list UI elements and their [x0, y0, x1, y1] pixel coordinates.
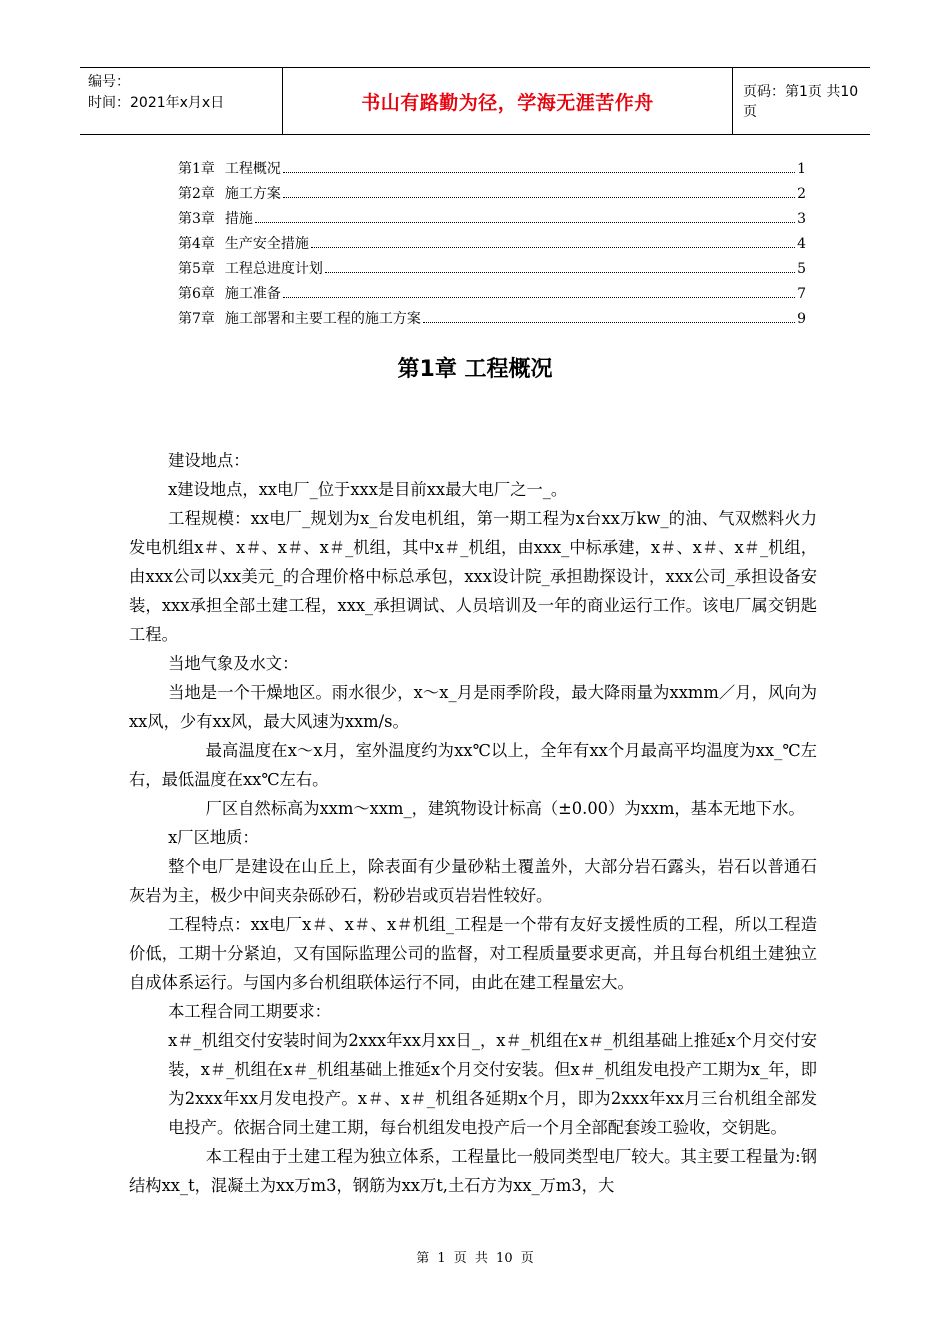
header-motto: 书山有路勤为径，学海无涯苦作舟 [283, 68, 733, 134]
toc-chapter: 第6章 [178, 286, 215, 302]
paragraph: 建设地点： [168, 451, 250, 470]
toc-page-number: 9 [797, 311, 806, 327]
toc-leader [255, 222, 795, 223]
toc-title: 措施 [224, 211, 253, 227]
toc-entry[interactable] [178, 208, 806, 233]
toc-page-number: 5 [797, 261, 806, 277]
toc-chapter: 第3章 [178, 211, 215, 227]
table-of-contents [178, 158, 806, 333]
page-header [80, 67, 870, 135]
toc-leader [283, 197, 795, 198]
header-meta [80, 68, 283, 134]
header-date-label: 时间：2021年x月x日 [88, 95, 225, 111]
chapter-heading: 第1章 工程概况 [397, 357, 553, 382]
paragraph: 当地是一个干燥地区。雨水很少，x～x_月是雨季阶段，最大降雨量为xxmm／月，风向为xx风，少有xx风，最大风速为xxm/s。 [129, 683, 817, 731]
toc-entry[interactable] [178, 258, 806, 283]
paragraph: x厂区地质： [168, 828, 259, 847]
toc-chapter: 第2章 [178, 186, 215, 202]
toc-chapter: 第7章 [178, 311, 215, 327]
toc-entry[interactable] [178, 283, 806, 308]
toc-title: 工程概况 [224, 161, 281, 177]
toc-title: 生产安全措施 [224, 236, 309, 252]
paragraph: x建设地点，xx电厂_位于xxx是目前xx最大电厂之一_。 [168, 480, 568, 499]
toc-entry[interactable] [178, 183, 806, 208]
paragraph: 当地气象及水文： [168, 654, 299, 673]
header-page-info: 页码：第1页 共10页 [743, 84, 859, 120]
paragraph: 最高温度在x～x月，室外温度约为xx℃以上，全年有xx个月最高平均温度为xx_℃左右，最低温度在xx℃左右。 [129, 741, 817, 789]
paragraph: 厂区自然标高为xxm～xxm_，建筑物设计标高（±0.00）为xxm，基本无地下水。 [205, 799, 805, 818]
paragraph: 整个电厂是建设在山丘上，除表面有少量砂粘土覆盖外，大部分岩石露头，岩石以普通石灰岩为主，极少中间夹杂砾砂石，粉砂岩或页岩岩性较好。 [129, 857, 817, 905]
toc-leader [311, 247, 795, 248]
toc-title: 施工方案 [224, 186, 281, 202]
toc-entry[interactable] [178, 308, 806, 333]
toc-title: 施工部署和主要工程的施工方案 [224, 311, 421, 327]
paragraph: 本工程合同工期要求： [168, 1002, 331, 1021]
toc-page-number: 2 [797, 186, 806, 202]
paragraph: 工程特点：xx电厂x＃、x＃、x＃机组_工程是一个带有友好支援性质的工程，所以工程造价低，工期十分紧迫，又有国际监理公司的监督，对工程质量要求更高，并且每台机组土建独立自成体系运行。与国内多台机组联体运行不同，由此在建工程量宏大。 [129, 915, 817, 992]
toc-title: 工程总进度计划 [224, 261, 323, 277]
toc-entry[interactable] [178, 233, 806, 258]
toc-leader [283, 297, 795, 298]
toc-leader [325, 272, 795, 273]
body-text [129, 446, 817, 1200]
toc-page-number: 7 [797, 286, 806, 302]
toc-chapter: 第5章 [178, 261, 215, 277]
toc-page-number: 3 [797, 211, 806, 227]
paragraph: x＃_机组交付安装时间为2xxx年xx月xx日_，x＃_机组在x＃_机组基础上推延x个月交付安装，x＃_机组在x＃_机组基础上推延x个月交付安装。但x＃_机组发电投产工期为x_年，即为2xxx年xx月发电投产。x＃、x＃_机组各延期x个月，即为2xxx年xx月三台机组全部发电投产。依据合同土建工期，每台机组发电投产后一个月全部配套竣工验收，交钥匙。 [168, 1031, 817, 1137]
toc-page-number: 1 [797, 161, 806, 177]
toc-leader [283, 172, 795, 173]
toc-chapter: 第4章 [178, 236, 215, 252]
toc-page-number: 4 [797, 236, 806, 252]
paragraph: 工程规模：xx电厂_规划为x_台发电机组，第一期工程为x台xx万kw_的油、气双燃料火力发电机组x＃、x＃、x＃、x＃_机组，其中x＃_机组，由xxx_中标承建，x＃、x＃、x＃_机组，由xxx公司以xx美元_的合理价格中标总承包，xxx设计院_承担勘探设计，xxx公司_承担设备安装，xxx承担全部土建工程，xxx_承担调试、人员培训及一年的商业运行工作。该电厂属交钥匙工程。 [129, 509, 817, 644]
page-footer: 第 1 页 共 10 页 [416, 1251, 534, 1266]
header-code-label: 编号： [88, 74, 130, 90]
toc-leader [423, 322, 795, 323]
paragraph: 本工程由于土建工程为独立体系，工程量比一般同类型电厂较大。其主要工程量为:钢结构xx_t，混凝土为xx万m3，钢筋为xx万t,土石方为xx_万m3，大 [129, 1147, 817, 1195]
toc-entry[interactable] [178, 158, 806, 183]
toc-chapter: 第1章 [178, 161, 215, 177]
toc-title: 施工准备 [224, 286, 281, 302]
